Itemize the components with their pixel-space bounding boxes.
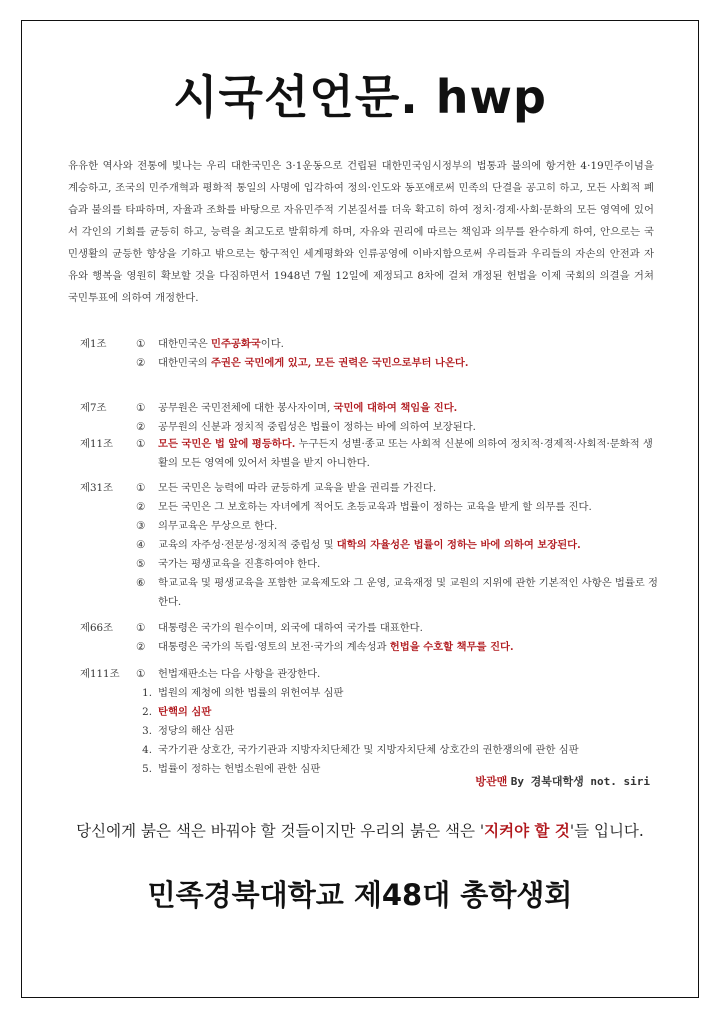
clause-text bbox=[158, 498, 658, 517]
clause-text bbox=[158, 684, 658, 703]
clause-text-part: 의무교육은 무상으로 한다. bbox=[158, 520, 278, 532]
article-clause bbox=[136, 684, 658, 703]
clause-marker: ① bbox=[136, 482, 146, 494]
clause-text-part: 대한민국은 bbox=[158, 338, 212, 350]
clause-marker: ② bbox=[136, 357, 146, 369]
slogan-highlight: 지켜야 할 것 bbox=[484, 821, 570, 840]
article-clause bbox=[136, 619, 658, 638]
clause-text-part: 법원의 제청에 의한 법률의 위헌여부 심판 bbox=[158, 687, 344, 699]
document-title: 시국선언문. hwp bbox=[173, 70, 547, 124]
clause-text-part: 공무원의 신분과 정치적 중립성은 법률이 정하는 바에 의하여 보장된다. bbox=[158, 421, 476, 433]
clause-text-part: 국가는 평생교육을 진흥하여야 한다. bbox=[158, 558, 321, 570]
clause-text-part: 공무원은 국민전체에 대한 봉사자이며, bbox=[158, 402, 334, 414]
clause-text bbox=[158, 555, 658, 574]
article-clause bbox=[136, 722, 658, 741]
article-clause bbox=[136, 399, 658, 418]
article-clause bbox=[136, 517, 658, 536]
clause-number: 1. bbox=[142, 687, 152, 699]
clause-text bbox=[158, 399, 658, 418]
clause-text-part: 국가기관 상호간, 국가기관과 지방자치단체간 및 지방자치단체 상호간의 권한쟁의에 관한 심판 bbox=[158, 744, 579, 756]
clause-marker: ① bbox=[136, 622, 146, 634]
clause-text bbox=[158, 703, 658, 722]
clause-number: 4. bbox=[142, 744, 152, 756]
article-clause bbox=[136, 335, 658, 354]
clause-text bbox=[158, 479, 658, 498]
clause-text bbox=[158, 665, 658, 684]
author-signature bbox=[475, 773, 650, 789]
clause-number: 3. bbox=[142, 725, 152, 737]
clause-text bbox=[158, 574, 658, 612]
slogan-text-after: '들 입니다. bbox=[569, 822, 644, 840]
clause-marker: ③ bbox=[136, 520, 146, 532]
clause-marker: ② bbox=[136, 421, 146, 433]
clause-marker: ④ bbox=[136, 539, 146, 551]
clause-text bbox=[158, 517, 658, 536]
article-7 bbox=[80, 399, 658, 437]
student-council-name: 민족경북대학교 제48대 총학생회 bbox=[147, 878, 573, 912]
clause-marker: ① bbox=[136, 668, 146, 680]
highlighted-text: 주권은 국민에게 있고, 모든 권력은 국민으로부터 나온다. bbox=[211, 357, 469, 369]
clause-number: 2. bbox=[142, 706, 152, 718]
clause-marker: ⑤ bbox=[136, 558, 146, 570]
clause-text-part: 학교교육 및 평생교육을 포함한 교육제도와 그 운영, 교육재정 및 교원의 지위에 관한 기본적인 사항은 법률로 정한다. bbox=[158, 577, 658, 608]
highlighted-text: 대학의 자율성은 법률이 정하는 바에 의하여 보장된다. bbox=[336, 539, 581, 551]
clause-text-part: 대통령은 국가의 독립·영토의 보전·국가의 계속성과 bbox=[158, 641, 390, 653]
article-66 bbox=[80, 619, 658, 657]
clause-text bbox=[158, 335, 658, 354]
highlighted-text: 모든 국민은 법 앞에 평등하다. bbox=[158, 438, 296, 450]
clause-text bbox=[158, 435, 658, 473]
article-number: 제1조 bbox=[80, 338, 107, 350]
article-1 bbox=[80, 335, 658, 373]
highlighted-text: 국민에 대하여 책임을 진다. bbox=[333, 402, 458, 414]
article-31 bbox=[80, 479, 658, 612]
article-number: 제111조 bbox=[80, 668, 120, 680]
clause-text bbox=[158, 619, 658, 638]
clause-marker: ① bbox=[136, 402, 146, 414]
clause-marker: ① bbox=[136, 438, 146, 450]
article-clause bbox=[136, 638, 658, 657]
highlighted-text: 민주공화국 bbox=[211, 338, 261, 350]
article-clause bbox=[136, 479, 658, 498]
closing-slogan bbox=[22, 819, 698, 841]
article-clause bbox=[136, 498, 658, 517]
clause-text bbox=[158, 722, 658, 741]
signature-alias: 방관맨 bbox=[475, 775, 508, 788]
clause-text bbox=[158, 741, 658, 760]
clause-text-part: 모든 국민은 능력에 따라 균등하게 교육을 받을 권리를 가진다. bbox=[158, 482, 437, 494]
clause-text-part: 교육의 자주성·전문성·정치적 중립성 및 bbox=[158, 539, 337, 551]
clause-text-part: 이다. bbox=[260, 338, 284, 350]
clause-text-part: 모든 국민은 그 보호하는 자녀에게 적어도 초등교육과 법률이 정하는 교육을 받게 할 의무를 진다. bbox=[158, 501, 592, 513]
clause-marker: ② bbox=[136, 641, 146, 653]
article-number: 제11조 bbox=[80, 438, 113, 450]
clause-text-part: 법률이 정하는 헌법소원에 관한 심판 bbox=[158, 763, 321, 775]
signature-byline: By 경북대학생 not. siri bbox=[510, 775, 650, 788]
article-clause bbox=[136, 435, 658, 473]
clause-text-part: 누구든지 성별·종교 또는 사회적 신분에 의하여 정치적·경제적·사회적·문화적 생활의 모든 영역에 있어서 차별을 받지 아니한다. bbox=[158, 438, 653, 469]
clause-text-part: 대한민국의 bbox=[158, 357, 212, 369]
article-clause bbox=[136, 665, 658, 684]
article-clause bbox=[136, 555, 658, 574]
clause-text bbox=[158, 638, 658, 657]
clause-text-part: 정당의 해산 심판 bbox=[158, 725, 235, 737]
clause-marker: ① bbox=[136, 338, 146, 350]
document-page bbox=[21, 20, 699, 998]
clause-marker: ⑥ bbox=[136, 577, 146, 589]
article-number: 제7조 bbox=[80, 402, 107, 414]
clause-text-part: 대통령은 국가의 원수이며, 외국에 대하여 국가를 대표한다. bbox=[158, 622, 423, 634]
clause-text bbox=[158, 354, 658, 373]
highlighted-text: 탄핵의 심판 bbox=[158, 706, 212, 718]
slogan-text-before: 당신에게 붉은 색은 바꿔야 할 것들이지만 우리의 붉은 색은 ' bbox=[76, 822, 485, 840]
article-number: 제31조 bbox=[80, 482, 113, 494]
clause-text bbox=[158, 536, 658, 555]
article-111 bbox=[80, 665, 658, 779]
clause-marker: ② bbox=[136, 501, 146, 513]
article-clause bbox=[136, 741, 658, 760]
highlighted-text: 헌법을 수호할 책무를 진다. bbox=[389, 641, 514, 653]
clause-number: 5. bbox=[142, 763, 152, 775]
article-clause bbox=[136, 703, 658, 722]
article-11 bbox=[80, 435, 658, 473]
constitution-preamble: 유유한 역사와 전통에 빛나는 우리 대한국민은 3·1운동으로 건립된 대한민국임시정부의 법통과 불의에 항거한 4·19민주이념을 계승하고, 조국의 민주개혁과 평화적 통일의 사명에 입각하여 정의·인도와 동포애로써 민족의 단결을 공고히 하고, 모든 사회적 폐습과 불의를 타파하며, 자율과 조화를 바탕으로 자유민주적 기본질서를 더욱 확고히 하여 정치·경제·사회·문화의 모든 영역에 있어서 각인의 기회를 균등히 하고, 능력을 최고도로 발휘하게 하며, 자유와 권리에 따르는 책임과 의무를 완수하게 하여, 안으로는 국민생활의 균등한 향상을 기하고 밖으로는 항구적인 세계평화와 인류공영에 이바지함으로써 우리들과 우리들의 자손의 안전과 자유와 행복을 영원히 확보할 것을 다짐하면서 1948년 7월 12일에 제정되고 8차에 걸쳐 개정된 헌법을 이제 국회의 의결을 거쳐 국민투표에 의하여 개정한다. bbox=[68, 160, 654, 304]
article-number: 제66조 bbox=[80, 622, 113, 634]
article-clause bbox=[136, 574, 658, 612]
clause-text-part: 헌법재판소는 다음 사항을 관장한다. bbox=[158, 668, 321, 680]
article-clause bbox=[136, 536, 658, 555]
article-clause bbox=[136, 354, 658, 373]
